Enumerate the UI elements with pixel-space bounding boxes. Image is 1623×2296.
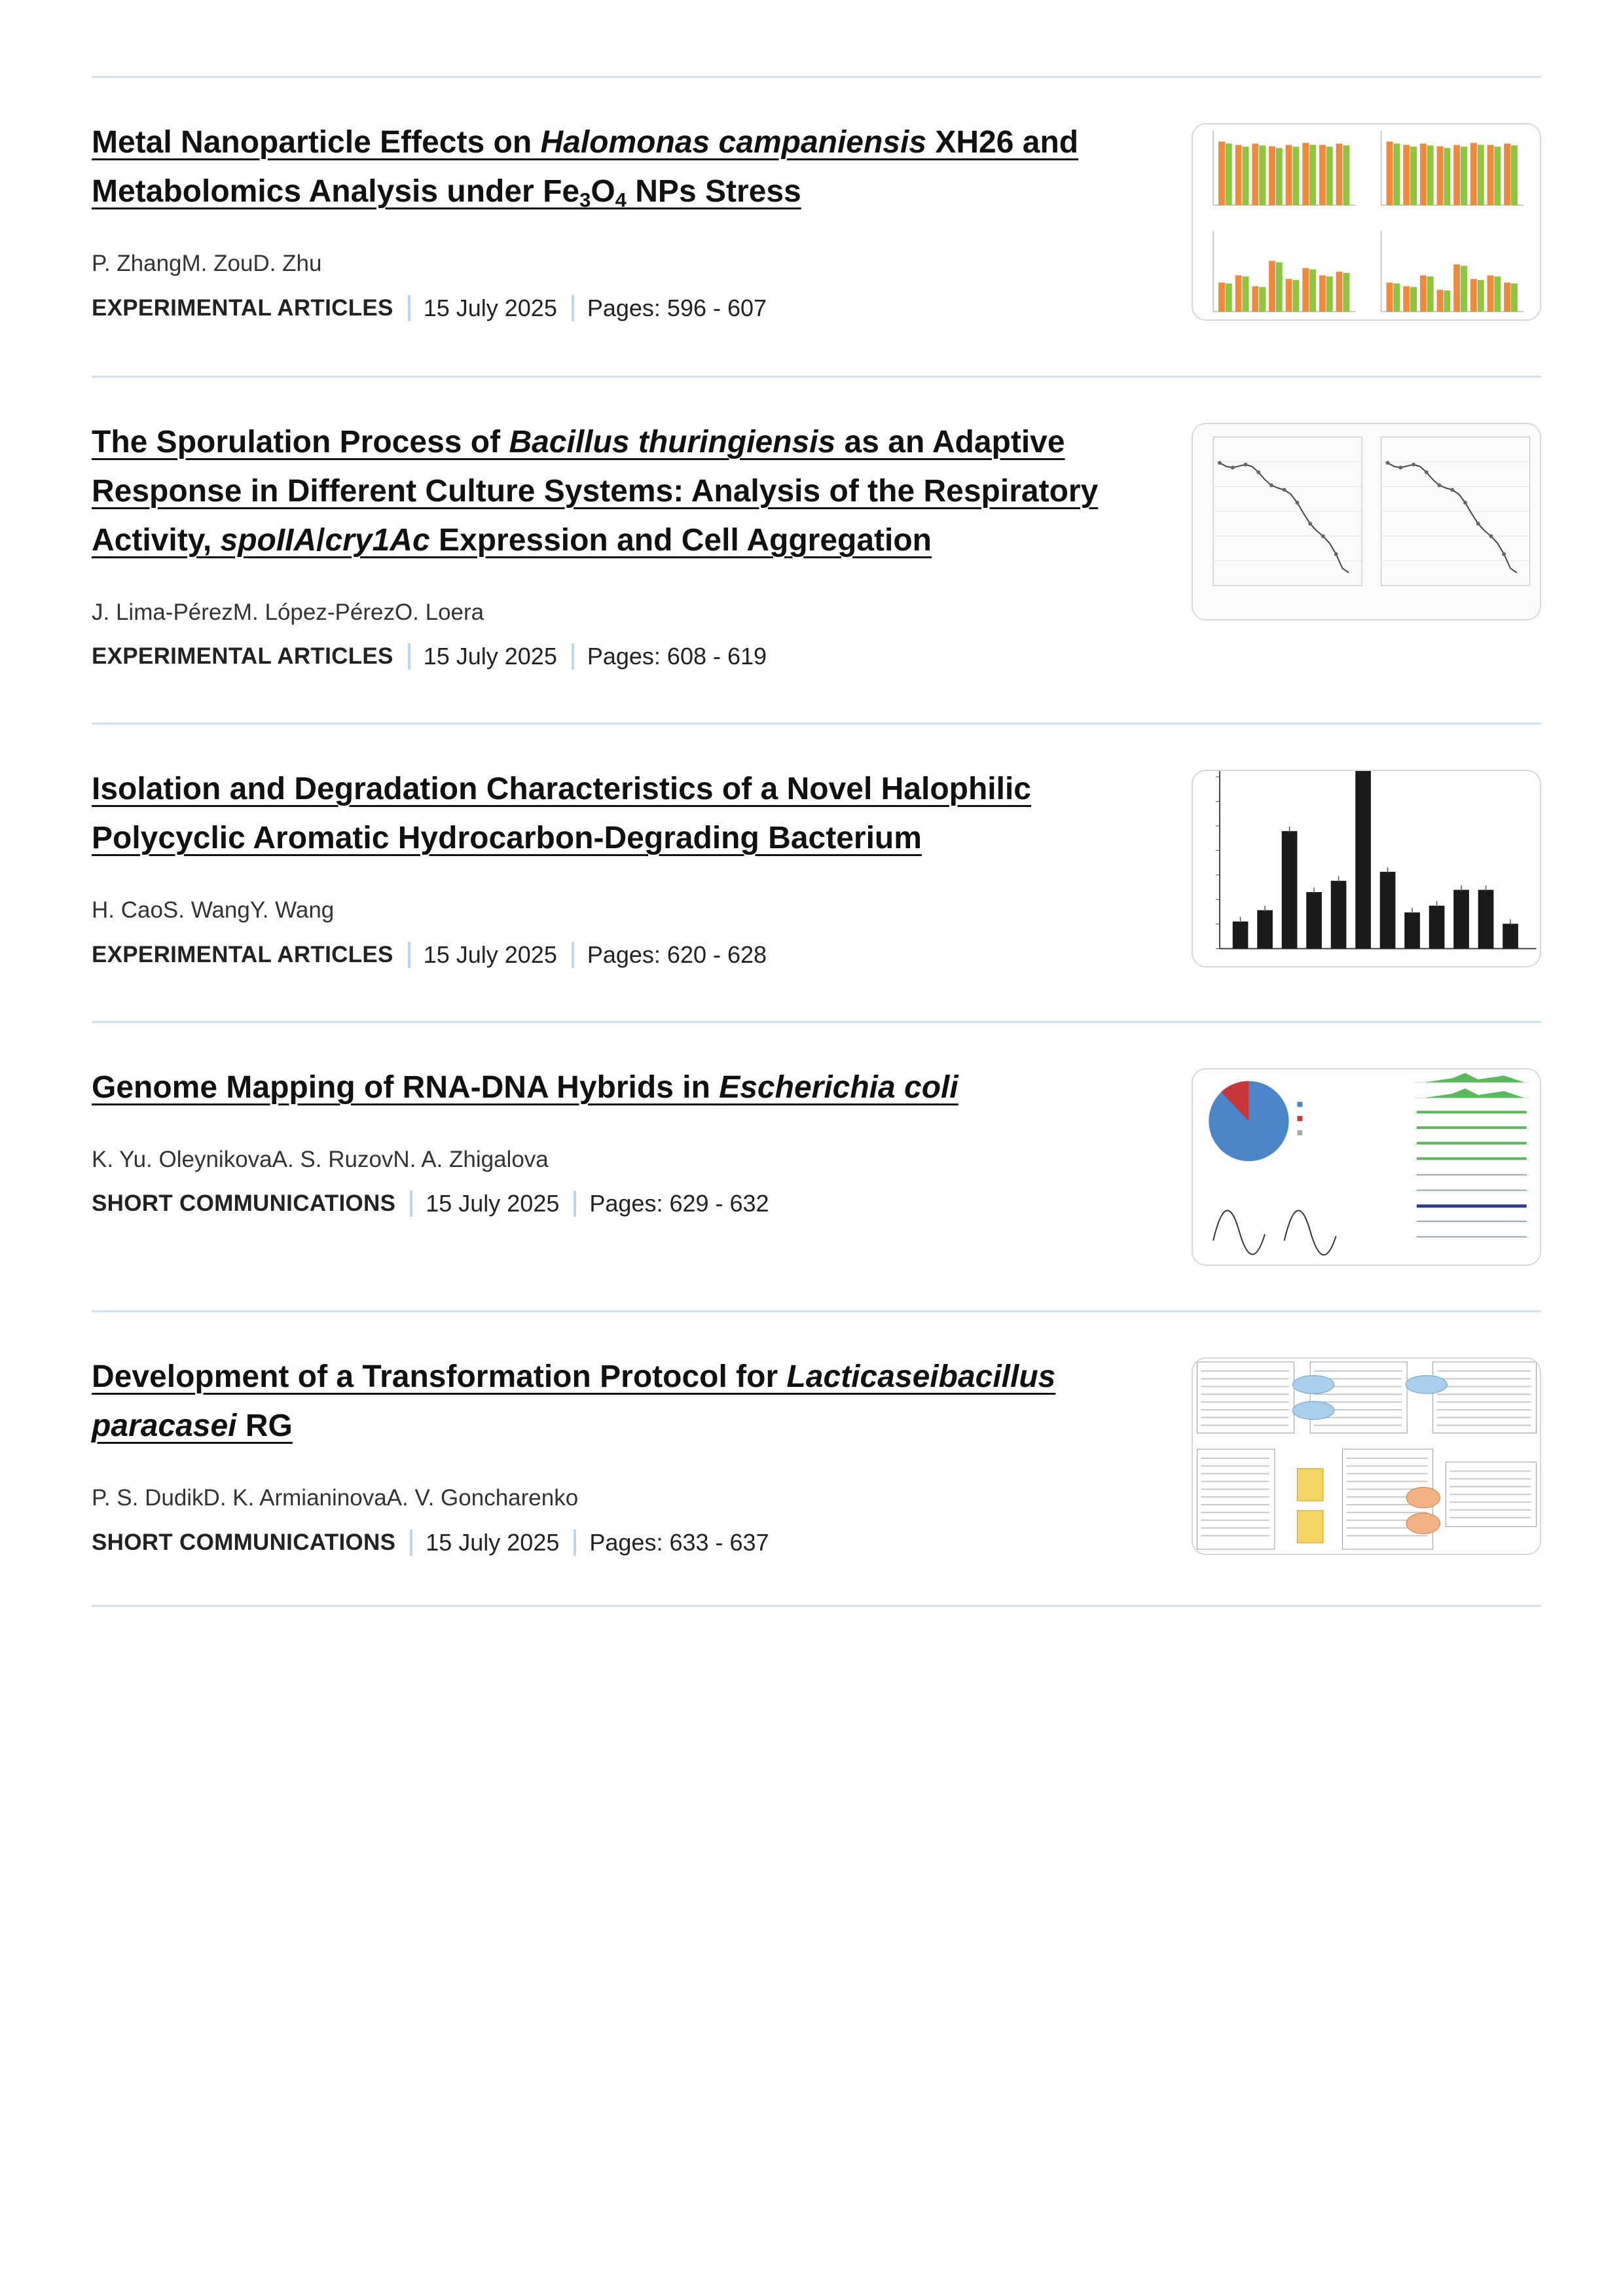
meta-separator (410, 1191, 412, 1217)
divider (92, 1021, 1541, 1023)
title-segment: Genome Mapping of RNA-DNA Hybrids in (92, 1070, 720, 1105)
article-category[interactable]: EXPERIMENTAL ARTICLES (92, 295, 393, 321)
article-category[interactable]: EXPERIMENTAL ARTICLES (92, 942, 393, 967)
flowchart-thumbnail (1193, 1359, 1540, 1554)
thumbnail-bar (1503, 924, 1518, 948)
article-thumbnail[interactable] (1192, 423, 1541, 620)
genome-track (1417, 1174, 1527, 1175)
legend-swatch (1297, 1130, 1302, 1136)
genome-track (1417, 1126, 1527, 1129)
title-segment: RG (236, 1408, 293, 1443)
genome-track (1427, 1073, 1523, 1083)
thumbnail-bar (1427, 276, 1434, 312)
article-category[interactable]: SHORT COMMUNICATIONS (92, 1191, 396, 1216)
title-segment: / (316, 523, 325, 558)
article-category[interactable]: EXPERIMENTAL ARTICLES (92, 643, 393, 669)
article-authors: P. ZhangM. ZouD. Zhu (92, 251, 322, 276)
article-title-link[interactable] (92, 1359, 1055, 1443)
thumbnail-bar (1461, 266, 1467, 312)
grouped-bar-chart-thumbnail (1193, 124, 1540, 319)
thumbnail-bar (1243, 276, 1249, 312)
thumbnail-bar (1293, 280, 1300, 312)
thumbnail-bar (1319, 145, 1326, 205)
thumbnail-bar (1309, 270, 1316, 312)
meta-separator (574, 1530, 576, 1556)
thumbnail-bar (1293, 147, 1300, 205)
data-point (1489, 534, 1493, 538)
meta-separator (572, 295, 574, 321)
data-point (1295, 501, 1299, 505)
thumbnail-bar (1478, 145, 1484, 205)
thumbnail-bar (1331, 881, 1347, 949)
thumbnail-bar (1380, 872, 1396, 948)
flowchart-box (1433, 1362, 1537, 1433)
thumbnail-bar (1504, 143, 1510, 205)
article-authors: H. CaoS. WangY. Wang (92, 897, 335, 923)
thumbnail-bar (1410, 147, 1417, 205)
flowchart-node (1293, 1376, 1334, 1394)
title-italic-segment: spoIIA (220, 523, 317, 558)
article-date: 15 July 2025 (426, 1529, 560, 1556)
thumbnail-bar (1257, 910, 1273, 949)
line-series (1285, 1210, 1336, 1255)
thumbnail-bar (1336, 143, 1343, 205)
title-italic-segment: Halomonas campaniensis (540, 125, 927, 160)
genome-track (1417, 1111, 1527, 1113)
thumbnail-bar (1243, 147, 1249, 205)
meta-separator (410, 1530, 412, 1556)
thumbnail-bar (1410, 287, 1417, 312)
thumbnail-bar (1319, 276, 1326, 312)
article-meta (92, 295, 767, 322)
title-segment: XH26 and Metabolomics Analysis under Fe (92, 125, 1079, 209)
legend-swatch (1297, 1102, 1302, 1107)
thumbnail-bar (1282, 831, 1298, 949)
article-thumbnail[interactable] (1192, 123, 1541, 321)
divider (92, 376, 1541, 378)
meta-separator (408, 643, 410, 670)
thumbnail-bar (1226, 283, 1232, 312)
article-thumbnail[interactable] (1192, 1357, 1541, 1555)
thumbnail-bar (1470, 279, 1477, 312)
thumbnail-bar (1252, 143, 1258, 205)
genome-track (1427, 1089, 1523, 1098)
article-title (92, 764, 1152, 863)
title-segment: The Sporulation Process of (92, 425, 509, 459)
thumbnail-bar (1404, 912, 1420, 948)
thumbnail-bar (1511, 283, 1518, 312)
thumbnail-bar (1478, 280, 1484, 312)
thumbnail-bar (1269, 146, 1275, 205)
thumbnail-bar (1326, 276, 1333, 312)
thumbnail-bar (1233, 922, 1249, 948)
thumbnail-bar (1420, 276, 1427, 312)
flowchart-node (1297, 1469, 1322, 1501)
divider (92, 1605, 1541, 1607)
flowchart-node (1406, 1487, 1440, 1508)
data-point (1398, 465, 1402, 469)
flowchart-node (1406, 1513, 1440, 1534)
article-thumbnail[interactable] (1192, 1068, 1541, 1266)
thumbnail-bar (1336, 272, 1343, 312)
data-point (1386, 461, 1390, 465)
article-date: 15 July 2025 (423, 643, 557, 670)
thumbnail-bar (1259, 287, 1266, 312)
data-point (1334, 552, 1338, 556)
title-segment: Metal Nanoparticle Effects on (92, 125, 541, 160)
thumbnail-bar (1286, 279, 1292, 312)
article-authors: J. Lima-PérezM. López-PérezO. Loera (92, 600, 484, 625)
title-subscript: 4 (615, 188, 627, 211)
data-point (1256, 471, 1260, 475)
thumbnail-bar (1387, 283, 1393, 312)
article-pages: Pages: 620 - 628 (587, 941, 767, 968)
thumbnail-bar (1470, 143, 1477, 205)
flowchart-node (1406, 1376, 1447, 1394)
thumbnail-bar (1269, 260, 1275, 312)
title-segment: Development of a Transformation Protocol for (92, 1359, 787, 1394)
article-pages: Pages: 633 - 637 (589, 1529, 769, 1556)
pie-and-tracks-thumbnail (1193, 1069, 1540, 1265)
thumbnail-bar (1504, 283, 1510, 312)
article-category[interactable]: SHORT COMMUNICATIONS (92, 1530, 396, 1555)
thumbnail-bar (1306, 892, 1322, 948)
data-point (1476, 522, 1480, 526)
thumbnail-bar (1494, 147, 1501, 205)
thumbnail-bar (1437, 146, 1444, 205)
thumbnail-bar (1461, 147, 1467, 205)
thumbnail-bar (1453, 890, 1469, 949)
data-point (1412, 463, 1415, 467)
article-date: 15 July 2025 (426, 1190, 560, 1217)
genome-track (1417, 1204, 1527, 1208)
data-point (1244, 463, 1248, 467)
article-title-link[interactable] (92, 772, 1031, 855)
thumbnail-bar (1235, 145, 1242, 205)
thumbnail-bar (1444, 291, 1450, 312)
meta-separator (574, 1191, 576, 1217)
data-point (1308, 522, 1312, 526)
article-pages: Pages: 596 - 607 (587, 295, 767, 321)
article-title-link[interactable] (92, 1070, 958, 1105)
article-title (92, 1063, 1152, 1112)
thumbnail-bar (1286, 145, 1292, 205)
flowchart-node (1293, 1401, 1334, 1420)
article-authors: K. Yu. OleynikovaA. S. RuzovN. A. Zhigalova (92, 1147, 549, 1172)
thumbnail-bar (1487, 276, 1494, 312)
genome-track (1417, 1142, 1527, 1145)
thumbnail-bar (1453, 264, 1460, 312)
divider (92, 76, 1541, 78)
thumbnail-background (1194, 424, 1539, 619)
title-segment: O (591, 174, 615, 209)
article-title (92, 418, 1152, 565)
thumbnail-bar (1302, 268, 1309, 312)
thumbnail-bar (1326, 147, 1333, 205)
article-date: 15 July 2025 (423, 295, 557, 321)
thumbnail-bar (1259, 145, 1266, 205)
data-point (1269, 484, 1273, 488)
title-segment: Expression and Cell Aggregation (429, 523, 932, 558)
article-thumbnail[interactable] (1192, 770, 1541, 967)
article-pages: Pages: 608 - 619 (587, 643, 767, 670)
article-meta (92, 1190, 769, 1217)
thumbnail-bar (1429, 906, 1445, 949)
thumbnail-bar (1403, 286, 1410, 312)
thumbnail-bar (1478, 890, 1494, 949)
data-point (1218, 461, 1222, 465)
flowchart-box (1197, 1449, 1274, 1549)
title-subscript: 3 (579, 188, 591, 211)
title-segment: NPs Stress (626, 174, 801, 209)
article-meta (92, 1529, 769, 1556)
thumbnail-bar (1511, 145, 1518, 205)
article-authors: P. S. DudikD. K. ArmianinovaA. V. Goncharenko (92, 1485, 579, 1511)
data-point (1231, 465, 1235, 469)
meta-separator (572, 942, 574, 968)
data-point (1463, 501, 1467, 505)
divider (92, 723, 1541, 725)
data-point (1321, 534, 1325, 538)
thumbnail-bar (1355, 771, 1371, 948)
line-plot-thumbnail (1193, 424, 1540, 619)
article-title-link[interactable] (92, 425, 1098, 558)
flowchart-node (1297, 1511, 1322, 1543)
title-italic-segment: Lacticaseibacillus paracasei (92, 1359, 1056, 1443)
thumbnail-bar (1420, 143, 1427, 205)
thumbnail-bar (1444, 148, 1450, 205)
article-meta (92, 941, 767, 969)
thumbnail-bar (1453, 145, 1460, 205)
data-point (1425, 471, 1429, 475)
bar-chart-thumbnail (1193, 771, 1540, 966)
flowchart-box (1197, 1362, 1294, 1433)
title-italic-segment: Escherichia coli (719, 1070, 958, 1105)
genome-track (1417, 1236, 1527, 1238)
genome-track (1417, 1190, 1527, 1191)
flowchart-box (1310, 1362, 1407, 1433)
thumbnail-bar (1494, 276, 1501, 312)
line-series (1213, 1210, 1265, 1254)
article-title-link[interactable] (92, 125, 1078, 209)
article-meta (92, 643, 767, 670)
genome-track (1417, 1221, 1527, 1222)
thumbnail-bar (1393, 143, 1400, 205)
thumbnail-bar (1427, 145, 1434, 205)
article-title (92, 1352, 1152, 1450)
genome-track (1417, 1157, 1527, 1160)
thumbnail-bar (1393, 283, 1400, 312)
thumbnail-bar (1226, 143, 1232, 205)
thumbnail-bar (1343, 145, 1349, 205)
thumbnail-bar (1218, 141, 1225, 205)
meta-separator (572, 643, 574, 670)
divider (92, 1310, 1541, 1312)
thumbnail-bar (1276, 148, 1283, 205)
thumbnail-bar (1235, 276, 1242, 312)
thumbnail-bar (1252, 286, 1258, 312)
title-segment: as an Adaptive Response in Different Culture Systems: Analysis of the Respiratory Activity, (92, 425, 1099, 558)
data-point (1438, 484, 1442, 488)
article-date: 15 July 2025 (423, 941, 557, 968)
data-point (1450, 488, 1454, 492)
article-title (92, 118, 1152, 216)
title-italic-segment: Bacillus thuringiensis (509, 425, 836, 459)
thumbnail-bar (1309, 145, 1316, 205)
thumbnail-bar (1403, 145, 1410, 205)
title-italic-segment: cry1Ac (325, 523, 430, 558)
meta-separator (408, 942, 410, 968)
thumbnail-bar (1487, 145, 1494, 205)
thumbnail-bar (1437, 290, 1444, 312)
thumbnail-bar (1387, 141, 1393, 205)
thumbnail-bar (1302, 143, 1309, 205)
article-pages: Pages: 629 - 632 (589, 1190, 769, 1217)
legend-swatch (1297, 1116, 1302, 1121)
meta-separator (408, 295, 410, 321)
pie-slice (1209, 1081, 1288, 1161)
data-point (1502, 552, 1506, 556)
thumbnail-bar (1276, 262, 1283, 312)
title-segment: Isolation and Degradation Characteristics of a Novel Halophilic Polycyclic Aromatic Hydrocarbon-Degrading Bacterium (92, 772, 1031, 855)
thumbnail-bar (1218, 283, 1225, 312)
data-point (1283, 488, 1286, 492)
thumbnail-bar (1343, 273, 1349, 312)
